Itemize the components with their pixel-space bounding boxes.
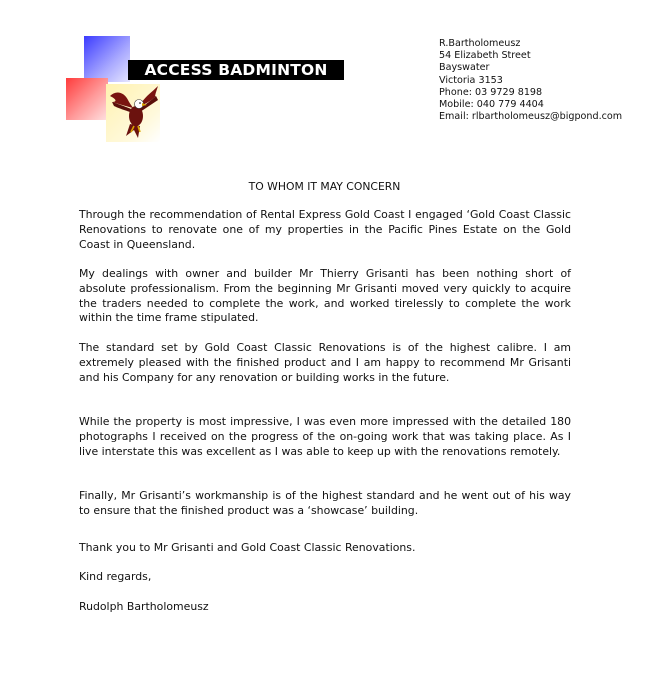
sender-mobile: Mobile: 040 779 4404 (439, 99, 544, 111)
eagle-icon (106, 82, 164, 144)
blue-square-decoration (84, 36, 130, 82)
sender-address (439, 38, 622, 123)
paragraph: While the property is most impressive, I was even more impressed with the detailed 180 photographs I received on the progress of the on-going work that was taking place. As I live interstate this was excellent as I was able to keep up with the renovations remotely. (79, 415, 571, 458)
sender-street: 54 Elizabeth Street (439, 50, 531, 62)
red-square-decoration (66, 78, 108, 120)
paragraph: The standard set by Gold Coast Classic Renovations is of the highest calibre. I am extremely pleased with the finished product and I am happy to recommend Mr Grisanti and his Company for any renovation or building works in the future. (79, 341, 571, 384)
closing: Kind regards, (79, 570, 152, 583)
paragraph: Thank you to Mr Grisanti and Gold Coast Classic Renovations. (79, 541, 416, 554)
paragraph: Through the recommendation of Rental Express Gold Coast I engaged ‘Gold Coast Classic Renovations to renovate one of my properties in the Pacific Pines Estate on the Gold Coast in Queensland. (79, 208, 571, 251)
sender-name: R.Bartholomeusz (439, 38, 521, 49)
sender-suburb: Bayswater (439, 62, 490, 74)
brand-name: ACCESS BADMINTON (128, 60, 344, 80)
sender-email: Email: rlbartholomeusz@bigpond.com (439, 111, 623, 123)
paragraph: Finally, Mr Grisanti’s workmanship is of the highest standard and he went out of his way to ensure that the finished product was a ‘showcase’ building. (79, 489, 571, 517)
signature-name: Rudolph Bartholomeusz (79, 600, 209, 613)
letter-heading: TO WHOM IT MAY CONCERN (248, 180, 401, 193)
sender-state: Victoria 3153 (439, 74, 503, 86)
letterhead-logo (62, 34, 352, 154)
sender-phone: Phone: 03 9729 8198 (439, 86, 543, 98)
paragraph: My dealings with owner and builder Mr Thierry Grisanti has been nothing short of absolute professionalism. From the beginning Mr Grisanti moved very quickly to acquire the traders needed to complete the work, and worked tirelessly to complete the work within the time frame stipulated. (79, 267, 571, 325)
